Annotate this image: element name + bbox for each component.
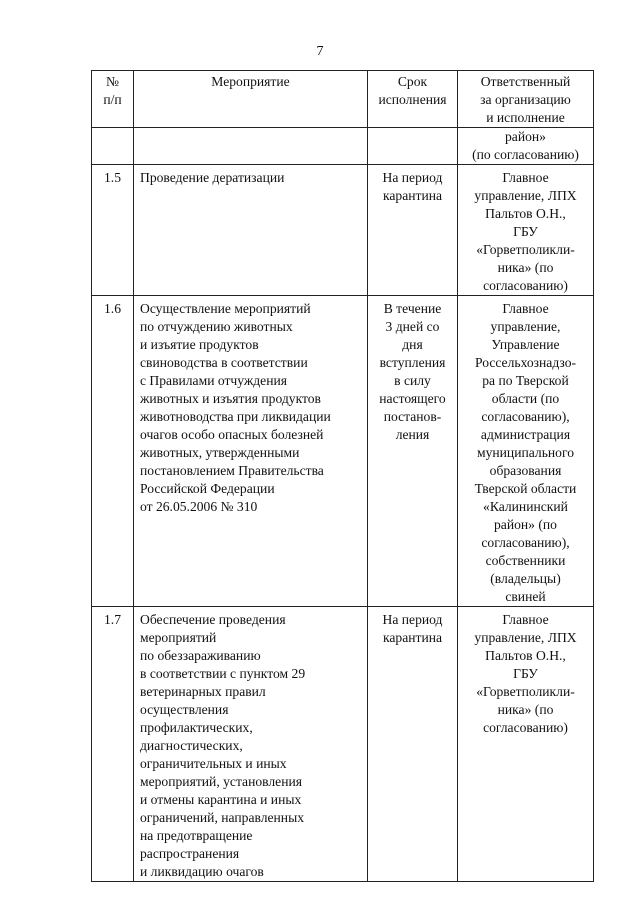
responsible-cell: Главное управление, ЛПХ Пальтов О.Н., ГБУ «Горветполикли- ника» (по согласованию)	[458, 165, 594, 296]
term-cell: На период карантина	[368, 165, 458, 296]
table-row	[92, 165, 594, 296]
term-cell: В течение 3 дней со дня вступления в силу настоящего постанов- ления	[368, 296, 458, 607]
table-row	[92, 296, 594, 607]
activity-cell: Обеспечение проведения мероприятий по обеззараживанию в соответствии с пунктом 29 ветеринарных правил осуществления профилактических, диагностических, ограничительных и иных мероприятий, установления и отмены карантина и иных ограничений, направленных на предотвращение распространения и ликвидацию очагов	[134, 607, 368, 882]
row-number: 1.7	[92, 607, 134, 882]
page-number: 7	[316, 44, 324, 59]
continuation-responsible-cell: район» (по согласованию)	[458, 128, 594, 165]
table-row-continuation	[92, 128, 594, 165]
header-term: Срок исполнения	[368, 71, 458, 128]
measures-table	[91, 70, 594, 882]
continuation-num-cell	[92, 128, 134, 165]
responsible-cell: Главное управление, ЛПХ Пальтов О.Н., ГБУ «Горветполикли- ника» (по согласованию)	[458, 607, 594, 882]
continuation-term-cell	[368, 128, 458, 165]
activity-cell: Осуществление мероприятий по отчуждению животных и изъятие продуктов свиноводства в соответствии с Правилами отчуждения животных и изъятия продуктов животноводства при ликвидации очагов особо опасных болезней животных, утвержденными постановлением Правительства Российской Федерации от 26.05.2006 № 310	[134, 296, 368, 607]
table-row	[92, 607, 594, 882]
row-number: 1.5	[92, 165, 134, 296]
term-cell: На период карантина	[368, 607, 458, 882]
row-number: 1.6	[92, 296, 134, 607]
continuation-activity-cell	[134, 128, 368, 165]
responsible-cell: Главное управление, Управление Россельхознадзо- ра по Тверской области (по согласованию), администрация муниципального образования Тверской области «Калининский район» (по согласованию), собственники (владельцы) свиней	[458, 296, 594, 607]
header-num: № п/п	[92, 71, 134, 128]
table-header-row	[92, 71, 594, 128]
header-responsible: Ответственный за организацию и исполнение	[458, 71, 594, 128]
header-activity: Мероприятие	[134, 71, 368, 128]
activity-cell: Проведение дератизации	[134, 165, 368, 296]
